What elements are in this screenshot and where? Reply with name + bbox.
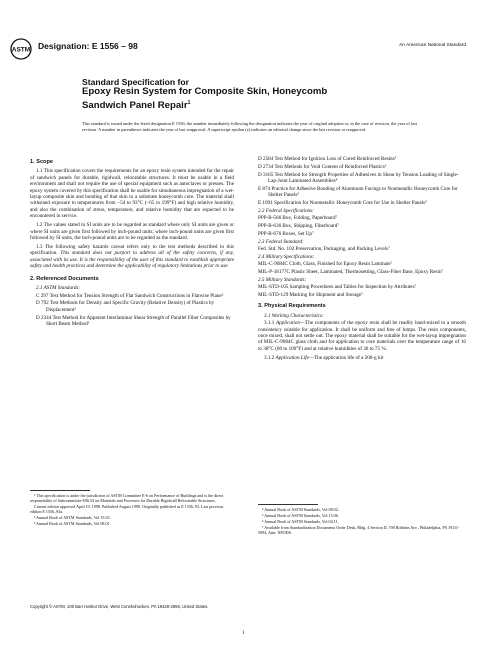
reference-item: PPP-B-676 Boxes, Set Up⁷	[258, 230, 314, 237]
reference-item: E 1091 Specification for Nonmetallic Honeycomb Core for Use in Shelter Panels⁵	[258, 200, 427, 206]
copyright-notice: Copyright © ASTM, 100 Barr Harbor Drive, West Conshohocken, PA 19428-2959, United States.	[30, 604, 209, 609]
title-footnote-mark: 1	[187, 99, 191, 106]
federal-specifications-subheading: 2.2 Federal Specifications:	[258, 207, 314, 214]
federal-standard-subheading: 2.3 Federal Standard:	[258, 238, 304, 245]
footnote: ³ Annual Book of ASTM Standards, Vol 08.01.	[34, 521, 111, 527]
reference-item: PPP-B-566 Box, Folding, Paperboard⁷	[258, 215, 338, 222]
astm-logo-icon	[10, 38, 32, 60]
footnote: ⁵ Annual Book of ASTM Standards, Vol 15.06.	[262, 513, 339, 519]
para-1-1: 1.1 This specification covers the requirements for an epoxy resin system intended for the repair of sandwich panels for durable, rigidwall, relocatable structures. It must be usable in a field environment and shall not require the use of special equipment such as autoclaves or presses. The epoxy system covered by this specification shall be usable for simultaneous impregnation of a wet-layup composite skin and bonding of that skin to a substrate honeycomb core. The material shall withstand exposure to temperatures from −54 to 93°C (−65 to 199°F) and high relative humidity, and also the combination of stress, temperature, and relative humidity that are expected to be encountered in service.	[30, 168, 234, 220]
reference-item: D 2584 Test Method for Ignition Loss of Cured Reinforced Resins³	[258, 156, 397, 162]
para-3-1-2-number: 3.1.2	[264, 354, 276, 361]
reference-item: MIL-STD-129 Marking for Shipment and Storage⁷	[258, 292, 364, 298]
page-number: 1	[242, 631, 245, 636]
astm-standards-subheading: 2.1 ASTM Standards:	[36, 285, 81, 292]
reference-item: MIL-STD-105 Sampling Procedures and Tables for Inspection by Attributes⁷	[258, 284, 417, 291]
para-3-1-1-body: —The components of the epoxy resin shall be readily hand-mixed to a smooth consistency suitable for application. It shall be uniform and free of lumps. The resin components, once mixed, shall not settle out. The epoxy material shall be suitable for the wet-layup impregnation of MIL-C-9084C glass cloth and for application to core materials over the temperature range of 16 to 38°C (60 to 100°F) and at relative humidities of 30 to 75 %.	[258, 320, 466, 352]
working-characteristics-subheading: 3.1 Working Characteristics:	[264, 312, 324, 319]
footnote-divider	[30, 490, 90, 491]
para-1-3	[30, 244, 234, 270]
left-footnotes	[30, 484, 234, 528]
para-3-1-2	[258, 355, 466, 361]
designation: Designation: E 1556 – 98	[38, 41, 138, 51]
para-1-3-caveat: This standard does not purport to address all of the safety concerns, if any, associated with its use. It is the responsibility of the user of this standard to establish appropriate safety and health practices and determine the applicability of regulatory limitations prior to use.	[30, 250, 234, 270]
left-column	[30, 156, 234, 329]
military-specifications-subheading: 2.4 Military Specifications:	[258, 253, 315, 260]
footnote: ⁷ Available from Standardization Documents Order Desk, Bldg. 4 Section D, 700 Robbins Ave., Philadelphia, PA 19111-5094, Attn: NPODS.	[258, 525, 460, 536]
title-block	[82, 77, 442, 111]
military-standards-subheading: 2.5 Military Standards:	[258, 276, 307, 283]
para-1-2: 1.2 The values stated in SI units are to be regarded as standard where only SI units are given or where SI units are given first followed by inch-pound units; where inch-pound units are given first followed by SI units, the inch-pound units are to be regarded as the standard.	[30, 222, 234, 242]
para-3-1-2-title: Application Life	[275, 354, 309, 361]
reference-item: Fed. Std. No. 102 Preservation, Packaging, and Packing Levels⁷	[258, 246, 390, 252]
standard-type: An American National Standard	[399, 43, 466, 48]
reference-item: D 2344 Test Method for Apparent Interlaminar Shear Strength of Parallel Fiber Composites by Short Beam Method³	[36, 314, 231, 327]
right-footnotes	[258, 498, 466, 537]
title-line-1: Standard Specification for	[82, 77, 189, 87]
reference-item: MIL-P-18177C Plastic Sheet, Laminated, Thermosetting, Glass-Fiber Base, Epoxy Resin⁷	[258, 269, 444, 275]
reference-item: C 297 Test Method for Tension Strength of Flat Sandwich Constructions in Flatwise Plane²	[36, 292, 224, 299]
physical-requirements-heading: 3. Physical Requirements	[258, 303, 326, 310]
footnote: ⁶ Annual Book of ASTM Standards, Vol 04.11.	[262, 519, 339, 525]
svg-text:ASTM: ASTM	[11, 46, 31, 54]
right-column	[258, 156, 466, 364]
para-3-1-2-body: —The application life of a 200-g kit	[308, 354, 384, 361]
title-line-3-wrap	[82, 98, 442, 112]
footnote: Current edition approved April 10, 1998. Published August 1998. Originally published as E 1556–93. Last previous edition E 1556–93a.	[30, 504, 224, 514]
reference-item: PPP-B-636 Box, Shipping, Fiberboard⁷	[258, 223, 340, 229]
para-3-1-1-number: 3.1.1	[264, 320, 276, 327]
reference-item: D 2734 Test Methods for Void Content of Reinforced Plastics³	[258, 163, 387, 170]
para-3-1-1-title: Application	[275, 320, 300, 327]
scope-heading: 1. Scope	[30, 159, 54, 165]
title-line-2: Epoxy Resin System for Composite Skin, Honeycomb	[82, 86, 328, 97]
para-1-3-plain: 1.3 The following safety hazards caveat refers only to the test methods described in this specification.	[30, 244, 234, 257]
footnote: ¹ This specification is under the jurisdiction of ASTM Committee E-6 on Performance of Buildings and is the direct responsibility of Subcommittee E06.53 on Materials and Processes for Durable Rigidwall Relocatable Structures.	[30, 493, 224, 503]
reference-item: D 3165 Test Method for Strength Properties of Adhesives in Shear by Tension Loading of Single-Lap-Joint Laminated Assemblies⁴	[258, 171, 459, 184]
footnote: ² Annual Book of ASTM Standards, Vol 15.03.	[34, 515, 111, 520]
footnote-divider	[258, 504, 318, 505]
notice-text: This standard is issued under the fixed designation E 1556; the number immediately following the designation indicates the year of original adoption or, in the case of revision, the year of last revision. A number in parentheses indicates the year of last reapproval. A superscript epsilon (ε) indicates an editorial change since the last revision or reapproval.	[82, 121, 418, 132]
para-3-1-1	[258, 320, 466, 352]
reference-item: D 792 Test Methods for Density and Specific Gravity (Relative Density) of Plastics by Displacement³	[36, 300, 215, 313]
reference-item: E 874 Practice for Adhesive Bonding of Aluminum Facings to Nonmetallic Honeycomb Core for Shelter Panels⁵	[258, 185, 458, 199]
title-line-3: Sandwich Panel Repair	[82, 99, 188, 111]
referenced-documents-heading: 2. Referenced Documents	[30, 275, 99, 282]
footnote: ⁴ Annual Book of ASTM Standards, Vol 08.02.	[262, 507, 339, 512]
reference-item: MIL-C-9084C Cloth, Glass, Finished for Epoxy Resin Laminate⁷	[258, 261, 393, 268]
